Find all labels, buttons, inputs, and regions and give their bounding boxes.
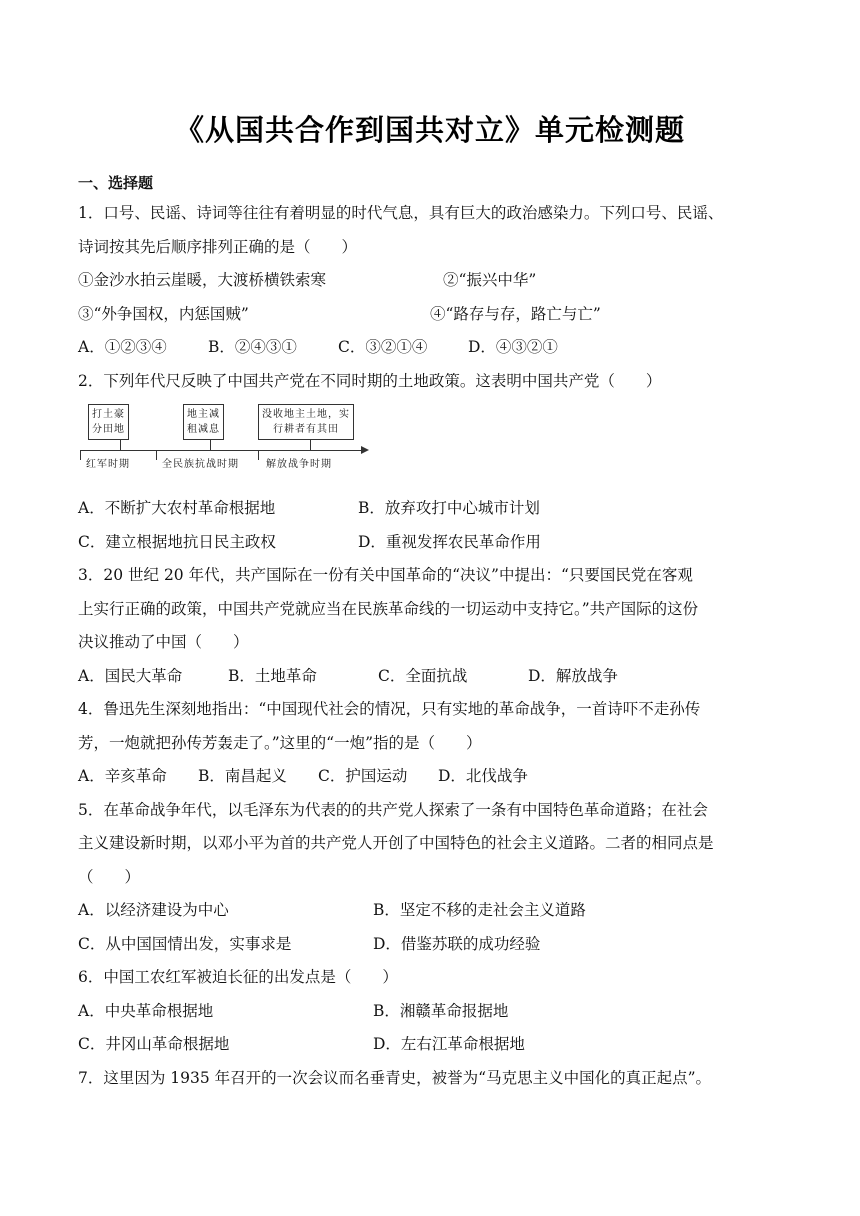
question-5-options-row-1	[78, 894, 784, 928]
question-1-options	[78, 331, 784, 365]
timeline-tick-1	[156, 450, 157, 460]
option-c: C．全面抗战	[378, 666, 468, 685]
question-2-options-row-2	[78, 526, 784, 560]
timeline-tick-start	[80, 450, 81, 460]
question-5-stem-line-2: 主义建设新时期，以邓小平为首的共产党人开创了中国特色的社会主义道路。二者的相同点是	[78, 834, 714, 852]
question-7-stem: 7．这里因为 1935 年召开的一次会议而名垂青史，被誉为“马克思主义中国化的真正起点”。	[78, 1068, 712, 1087]
option-d: D．北伐战争	[438, 767, 528, 785]
option-b: B．南昌起义	[198, 767, 287, 785]
question-4-options	[78, 760, 784, 794]
timeline-box-3-line-1: 没收地主土地，实	[262, 409, 350, 420]
question-1	[78, 197, 784, 365]
timeline-tick-2	[258, 450, 259, 460]
timeline-label-3: 解放战争时期	[266, 459, 332, 470]
timeline-box-2-line-2: 租减息	[187, 424, 220, 435]
timeline-axis	[80, 450, 363, 451]
option-a: A．辛亥革命	[78, 767, 167, 785]
question-5-stem-line-1: 5．在革命战争年代，以毛泽东为代表的的共产党人探索了一条有中国特色革命道路；在社会	[78, 800, 708, 819]
timeline-box-1-line-1: 打土豪	[92, 409, 125, 420]
question-1-items-row-1	[78, 264, 784, 298]
timeline-box-3	[258, 404, 354, 440]
question-1-stem-line-1: 1．口号、民谣、诗词等往往有着明显的时代气息，具有巨大的政治感染力。下列口号、民谣、	[78, 204, 724, 222]
option-d: D．借鉴苏联的成功经验	[373, 934, 541, 953]
option-a: A．不断扩大农村革命根据地	[78, 499, 276, 517]
question-3-stem-line-3: 决议推动了中国（ ）	[78, 633, 249, 651]
question-4	[78, 693, 784, 794]
timeline-arrow-icon	[361, 446, 369, 454]
question-6-stem: 6．中国工农红军被迫长征的出发点是（ ）	[78, 968, 398, 986]
option-c: C．建立根据地抗日民主政权	[78, 532, 276, 551]
question-2-options-row-1	[78, 492, 784, 526]
question-6-options-row-1	[78, 995, 784, 1029]
question-1-item-3: ③“外争国权，内惩国贼”	[78, 304, 249, 323]
question-3	[78, 559, 784, 693]
timeline-connector-3	[310, 440, 311, 450]
option-d: D．④③②①	[468, 338, 558, 356]
timeline-connector-2	[210, 440, 211, 450]
question-7	[78, 1062, 784, 1096]
timeline-box-1	[88, 404, 129, 440]
question-6-options-row-2	[78, 1028, 784, 1062]
option-b: B．土地革命	[228, 666, 317, 685]
option-b: B．湘赣革命报据地	[373, 1001, 509, 1020]
timeline-label-2: 全民族抗战时期	[162, 459, 239, 470]
question-5	[78, 794, 784, 962]
question-5-options-row-2	[78, 928, 784, 962]
timeline-figure	[78, 400, 378, 492]
section-heading: 一、选择题	[78, 174, 154, 192]
option-d: D．重视发挥农民革命作用	[358, 532, 541, 551]
option-a: A．以经济建设为中心	[78, 901, 229, 919]
question-1-item-2: ②“振兴中华”	[443, 271, 537, 289]
question-3-options	[78, 660, 784, 694]
option-c: C．井冈山革命根据地	[78, 1035, 230, 1053]
question-1-items-row-2	[78, 298, 784, 332]
question-2-stem: 2．下列年代尺反映了中国共产党在不同时期的土地政策。这表明中国共产党（ ）	[78, 371, 662, 390]
option-d: D．左右江革命根据地	[373, 1035, 525, 1053]
option-c: C．护国运动	[318, 767, 408, 785]
question-1-item-1: ①金沙水拍云崖暖，大渡桥横铁索寒	[78, 271, 327, 289]
question-1-item-4: ④“路存与存，路亡与亡”	[430, 304, 601, 323]
timeline-box-2	[183, 404, 224, 440]
question-3-stem-line-1: 3．20 世纪 20 年代，共产国际在一份有关中国革命的“决议”中提出：“只要国民党在客观	[78, 566, 693, 584]
timeline-label-1: 红军时期	[86, 459, 130, 470]
option-c: C．③②①④	[338, 338, 428, 356]
option-c: C．从中国国情出发，实事求是	[78, 934, 292, 953]
question-4-stem-line-2: 芳，一炮就把孙传芳轰走了。”这里的“一炮”指的是（ ）	[78, 733, 482, 752]
question-3-stem-line-2: 上实行正确的政策，中国共产党就应当在民族革命线的一切运动中支持它。”共产国际的这份	[78, 599, 699, 618]
option-a: A．国民大革命	[78, 666, 183, 685]
option-b: B．②④③①	[208, 338, 297, 356]
question-2	[78, 365, 784, 560]
question-1-stem-line-2: 诗词按其先后顺序排列正确的是（ ）	[78, 237, 358, 256]
question-4-stem-line-1: 4．鲁迅先生深刻地指出：“中国现代社会的情况，只有实地的革命战争，一首诗吓不走孙传	[78, 700, 701, 718]
option-b: B．放弃攻打中心城市计划	[358, 499, 540, 517]
timeline-box-1-line-2: 分田地	[92, 424, 125, 435]
option-a: A．①②③④	[78, 338, 167, 356]
option-b: B．坚定不移的走社会主义道路	[373, 901, 586, 919]
option-a: A．中央革命根据地	[78, 1001, 214, 1020]
timeline-box-3-line-2: 行耕者有其田	[273, 424, 339, 435]
question-5-stem-line-3: （ ）	[78, 867, 141, 886]
option-d: D．解放战争	[528, 666, 618, 685]
question-6	[78, 961, 784, 1062]
page-title: 《从国共合作到国共对立》单元检测题	[174, 113, 685, 147]
document-body	[78, 170, 784, 1095]
timeline-connector-1	[120, 440, 121, 450]
timeline-box-2-line-1: 地主减	[187, 409, 220, 420]
